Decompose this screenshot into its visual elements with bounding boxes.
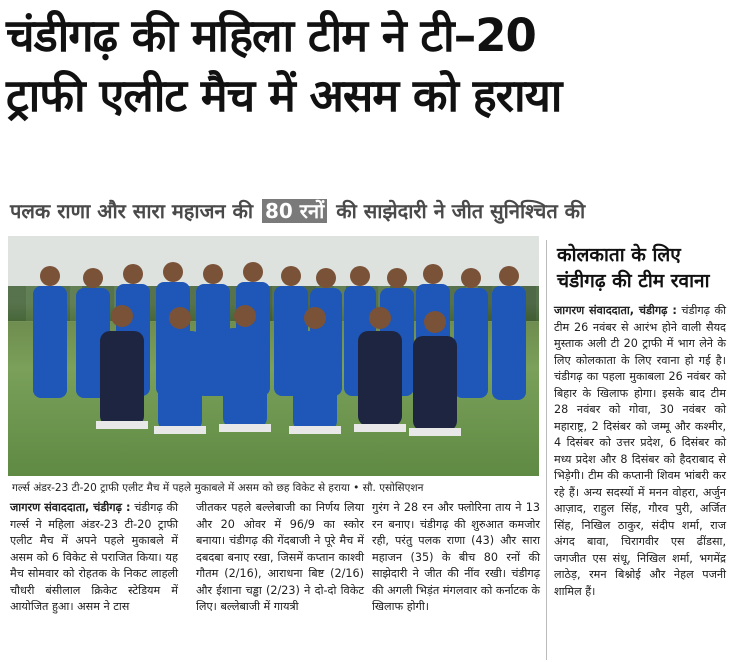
main-story-col-3	[372, 500, 540, 616]
sidebar-title-line-1: कोलकाता के लिए	[557, 244, 681, 266]
main-story-byline: जागरण संवाददाता, चंडीगढ़ :	[10, 501, 131, 514]
headline-line-1: चंडीगढ़ की महिला टीम ने टी–20	[6, 9, 536, 62]
team-photo	[8, 236, 539, 476]
main-story-col-1-text: चंडीगढ़ की गर्ल्स ने महिला अंडर-23 टी-20 ट्राफी एलीट मैच में अपने पहले मुकाबले में असम को 6 विकेट से पराजित किया। यह मैच सोमवार को रोहतक के निकट लाहली चौधरी बंसीलाल क्रिकेट स्टेडियम में आयोजित हुआ। असम ने टास	[10, 501, 178, 613]
subheadline	[10, 197, 725, 225]
sidebar-story	[554, 303, 726, 600]
team-players-graphic	[8, 236, 539, 476]
photo-caption	[12, 480, 537, 496]
main-story-col-1	[10, 500, 178, 616]
subheadline-after: की साझेदारी ने जीत सुनिश्चित की	[336, 199, 586, 223]
sidebar-title	[557, 242, 727, 294]
camera-icon: •	[353, 482, 360, 494]
sidebar-body-text: चंडीगढ़ की टीम 26 नवंबर से आरंभ होने वाली सैयद मुस्ताक अली टी 20 ट्राफी में भाग लेने के लिए कोलकाता के लिए रवाना हो गई है। चंडीगढ़ का पहला मुकाबला 26 नवंबर को बिहार के खिलाफ होगा। इसके बाद टीम 28 नवंबर को गोवा, 30 नवंबर को महाराष्ट्र, 2 दिसंबर को जम्मू और कश्मीर, 4 दिसंबर को उत्तर प्रदेश, 6 दिसंबर को मध्य प्रदेश और 8 दिसंबर को हैदराबाद से भिड़ेगी। टीम की कप्तानी शिवम भांबरी कर रहे हैं। अन्य सदस्यों में मनन वोहरा, अर्जुन आज़ाद, राहुल सिंह, गौरव पुरी, अर्जित सिंह, निखिल ठाकुर, संदीप शर्मा, राज अंगद बावा, चिरागवीर एस ढींडसा, जगजीत एस संधू, निखिल शर्मा, भगमेंद्र लाठेड़, रमन बिश्नोई और नेहल पजनी शामिल हैं।	[554, 304, 727, 598]
column-divider	[546, 240, 547, 660]
subheadline-highlight: 80 रनों	[262, 199, 327, 223]
headline	[6, 6, 726, 126]
sidebar-title-line-2: चंडीगढ़ की टीम रवाना	[557, 270, 710, 292]
main-story-col-3-text: गुरंग ने 28 रन और फ्लोरिना ताय ने 13 रन बनाए। चंडीगढ़ की शुरुआत कमजोर रही, परंतु पलक राणा (43) और सारा महाजन (35) के बीच 80 रनों की साझेदारी ने जीत की नींव रखी। चंडीगढ़ की अगली भिड़ंत मंगलवार को कर्नाटक के खिलाफ होगी।	[372, 501, 540, 613]
main-story-col-2	[196, 500, 364, 616]
main-story	[10, 500, 540, 658]
photo-caption-text: गर्ल्स अंडर-23 टी-20 ट्राफी एलीट मैच में पहले मुकाबले में असम को छह विकेट से हराया	[12, 482, 350, 494]
main-story-col-2-text: जीतकर पहले बल्लेबाजी का निर्णय लिया और 20 ओवर में 96/9 का स्कोर बनाया। चंडीगढ़ की गेंदबाजी ने पूरे मैच में दबदबा बनाए रखा, जिसमें कप्तान काश्वी गौतम (2/16), आराधना बिष्ट (2/16) और ईशाना चड्ढा (2/23) ने दो-दो विकेट लिए। बल्लेबाजी में गायत्री	[196, 501, 364, 613]
photo-credit: सौ. एसोसिएशन	[362, 482, 424, 494]
sidebar-byline: जागरण संवाददाता, चंडीगढ़ :	[554, 304, 677, 317]
subheadline-before: पलक राणा और सारा महाजन की	[10, 199, 254, 223]
headline-line-2: ट्राफी एलीट मैच में असम को हराया	[6, 69, 562, 122]
